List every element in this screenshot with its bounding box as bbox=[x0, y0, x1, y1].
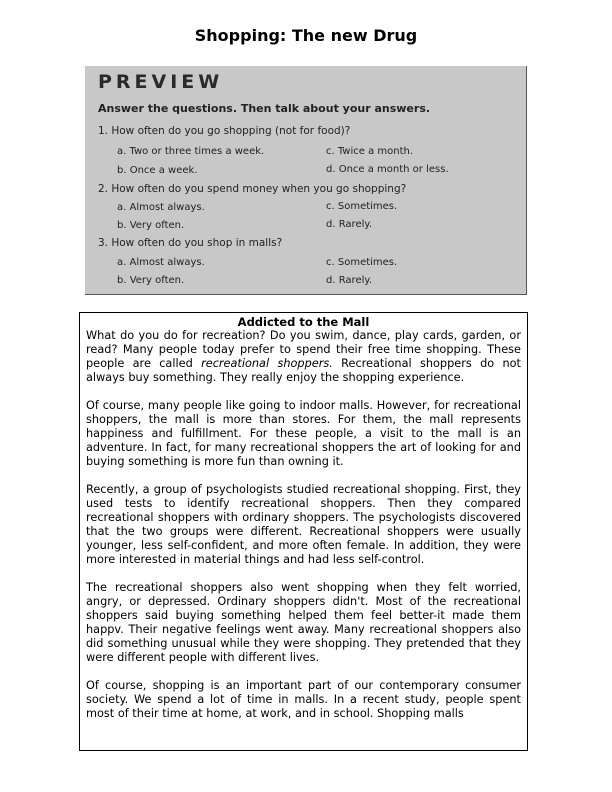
article-title: Addicted to the Mall bbox=[237, 315, 370, 329]
preview-box bbox=[85, 66, 527, 295]
question-3-option-c: c. Sometimes. bbox=[326, 257, 398, 268]
article-paragraph-2: Of course, many people like going to indoor malls. However, for recreational shoppers, the mall is more than stores. For them, the mall represents happiness and fulfillment. For these people, a visit to the mall is an adventure. In fact, for many recreational shoppers the art of looking for and buying something is more fun than owning it. bbox=[86, 399, 521, 468]
preview-instruction: Answer the questions. Then talk about your answers. bbox=[98, 102, 431, 115]
question-2-option-a: a. Almost always. bbox=[117, 202, 205, 213]
question-3-option-b: b. Very often. bbox=[117, 275, 185, 286]
paragraph-1-emphasis: recreational shoppers. bbox=[201, 357, 333, 370]
page-title: Shopping: The new Drug bbox=[194, 26, 418, 45]
question-1-option-d: d. Once a month or less. bbox=[326, 164, 449, 175]
article-paragraph-1 bbox=[86, 329, 521, 385]
question-2: 2. How often do you spend money when you go shopping? bbox=[98, 183, 407, 195]
question-3-option-d: d. Rarely. bbox=[326, 275, 373, 286]
paragraph-1-text-end: Recreational shoppers do not always buy something. They really enjoy the shopping experience. bbox=[86, 357, 521, 384]
question-1: 1. How often do you go shopping (not for food)? bbox=[98, 125, 351, 137]
preview-heading: PREVIEW bbox=[98, 71, 224, 93]
question-3-option-a: a. Almost always. bbox=[117, 257, 205, 268]
question-3: 3. How often do you shop in malls? bbox=[98, 237, 283, 249]
question-1-option-b: b. Once a week. bbox=[117, 165, 198, 176]
preview-bottom-edge bbox=[85, 294, 527, 295]
article-paragraph-3: Recently, a group of psychologists studied recreational shopping. First, they used tests to identify recreational shoppers. Then they compared recreational shoppers with ordinary shoppers. The psychologists discovered that the two groups were different. Recreational shoppers were usually younger, less self-confident, and more often female. In addition, they were more interested in material things and had less self-control. bbox=[86, 483, 521, 566]
preview-right-edge bbox=[526, 66, 527, 295]
question-2-option-b: b. Very often. bbox=[117, 220, 185, 231]
question-2-option-c: c. Sometimes. bbox=[326, 201, 398, 212]
question-2-option-d: d. Rarely. bbox=[326, 219, 373, 230]
article-paragraph-4: The recreational shoppers also went shopping when they felt worried, angry, or depressed. Ordinary shoppers didn't. Most of the recreational shoppers said buying something helped them feel better-it made them happv. Their negative feelings went away. Many recreational shoppers also did something unusual while they were shopping. They pretended that they were different people with different lives. bbox=[86, 581, 521, 664]
paragraph-1-text-start: What do you do for recreation? Do you swim, dance, play cards, garden, or read? Many people today prefer to spend their free time shopping. These people are called bbox=[86, 329, 521, 370]
question-1-option-a: a. Two or three times a week. bbox=[117, 146, 265, 157]
article-box bbox=[79, 312, 528, 751]
question-1-option-c: c. Twice a month. bbox=[326, 146, 414, 157]
article-paragraph-5: Of course, shopping is an important part of our contemporary consumer society. We spend a lot of time in malls. In a recent study, people spent most of their time at home, at work, and in school. Shopping malls bbox=[86, 679, 521, 720]
